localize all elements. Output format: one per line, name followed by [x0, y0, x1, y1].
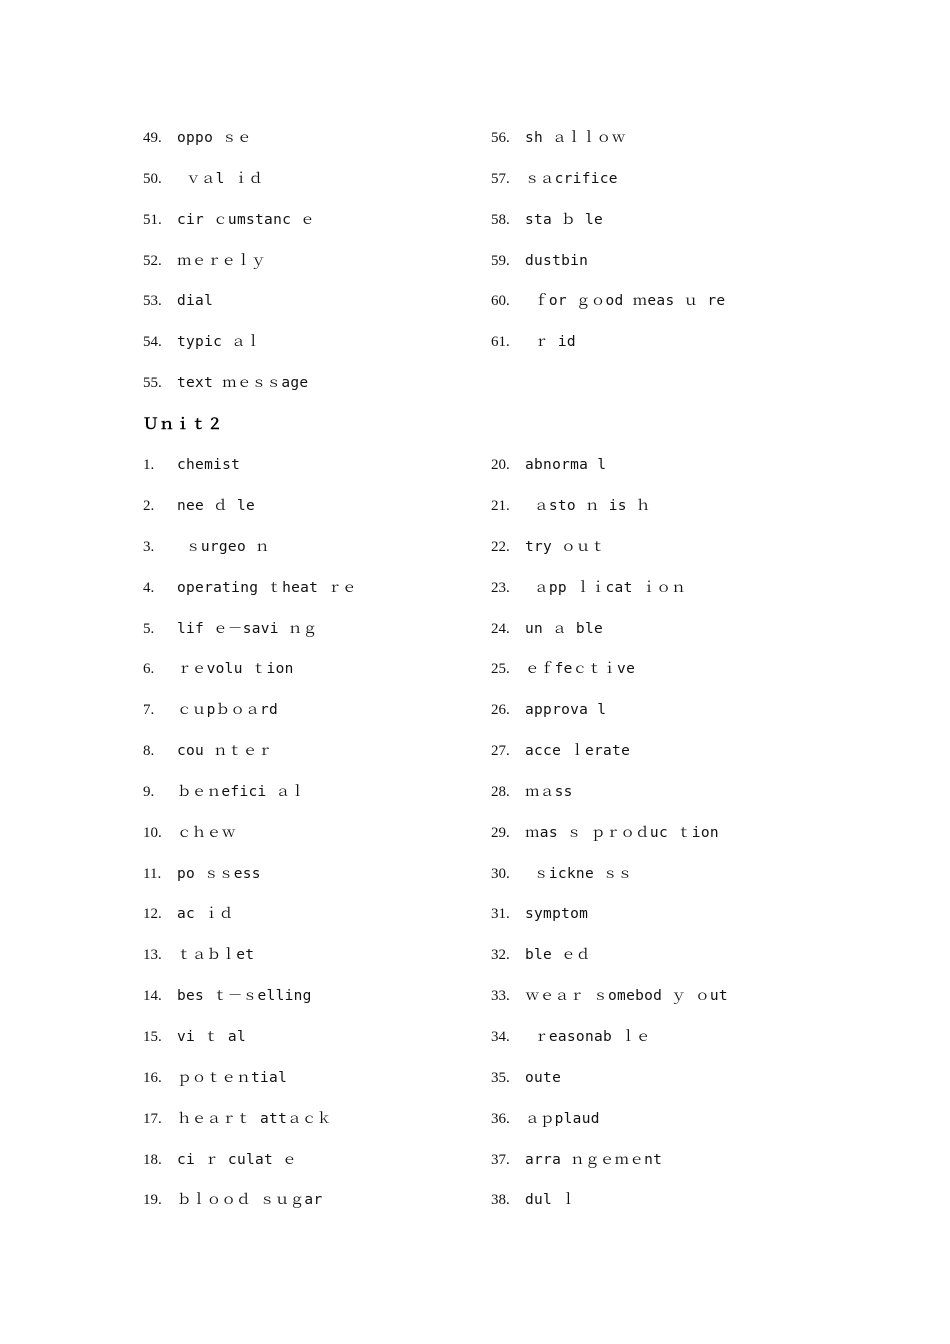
vocab-item-50: [143, 167, 264, 191]
item-number: 53.: [143, 293, 162, 309]
vocab-item-7: [143, 698, 279, 722]
vocab-item-2: [143, 494, 256, 518]
vocab-item-52: [143, 249, 266, 273]
item-word: oppo ｓｅ: [177, 130, 252, 146]
item-number: 3.: [143, 539, 155, 555]
item-number: 21.: [491, 498, 510, 514]
item-number: 56.: [491, 130, 510, 146]
item-word: text ｍｅｓｓage: [177, 375, 309, 391]
vocab-item-13: [143, 943, 255, 967]
item-word: cir ｃumstanc ｅ: [177, 212, 315, 228]
item-word: oute: [525, 1070, 562, 1086]
item-number: 26.: [491, 702, 510, 718]
item-word: arra ｎｇｅｍｅnt: [525, 1152, 663, 1168]
item-number: 10.: [143, 825, 162, 841]
vocab-item-21: [491, 494, 651, 518]
vocab-item-37: [491, 1148, 663, 1172]
vocab-item-23: [491, 576, 687, 600]
item-number: 5.: [143, 621, 155, 637]
vocab-item-32: [491, 943, 591, 967]
vocab-item-49: [143, 126, 252, 150]
item-number: 57.: [491, 171, 510, 187]
item-word: ｂｌｏｏｄ ｓｕｇar: [177, 1192, 323, 1208]
item-word: ｓａcrifice: [525, 171, 618, 187]
vocab-item-35: [491, 1066, 562, 1090]
item-number: 29.: [491, 825, 510, 841]
item-word: acce ｌerate: [525, 743, 631, 759]
vocab-item-58: [491, 208, 604, 232]
item-number: 31.: [491, 906, 510, 922]
vocab-item-16: [143, 1066, 288, 1090]
item-word: chemist: [177, 457, 241, 473]
item-word: ｃｈｅｗ: [177, 825, 237, 841]
item-word: nee ｄ le: [177, 498, 256, 514]
item-number: 50.: [143, 171, 162, 187]
vocab-item-25: [491, 657, 636, 681]
item-word: ｓurgeo ｎ: [177, 539, 270, 555]
item-word: try ｏｕｔ: [525, 539, 606, 555]
item-word: bes ｔ－ｓelling: [177, 988, 312, 1004]
item-number: 18.: [143, 1152, 162, 1168]
vocab-item-19: [143, 1188, 323, 1212]
item-number: 32.: [491, 947, 510, 963]
vocab-item-20: [491, 453, 607, 477]
vocab-item-55: [143, 371, 309, 395]
item-word: sh ａｌｌｏｗ: [525, 130, 627, 146]
vocab-item-29: [491, 821, 719, 845]
item-word: ｆor ｇｏod ｍeas ｕ re: [525, 293, 726, 309]
item-word: dial: [177, 293, 214, 309]
vocab-item-31: [491, 902, 589, 926]
vocab-item-6: [143, 657, 294, 681]
item-number: 55.: [143, 375, 162, 391]
item-number: 38.: [491, 1192, 510, 1208]
item-word: ａｐplaud: [525, 1111, 600, 1127]
vocab-item-30: [491, 862, 633, 886]
item-number: 14.: [143, 988, 162, 1004]
item-number: 12.: [143, 906, 162, 922]
item-word: dustbin: [525, 253, 589, 269]
item-number: 6.: [143, 661, 155, 677]
item-number: 1.: [143, 457, 155, 473]
item-number: 33.: [491, 988, 510, 1004]
vocab-item-11: [143, 862, 261, 886]
item-number: 22.: [491, 539, 510, 555]
item-number: 34.: [491, 1029, 510, 1045]
unit-heading: Ｕｎｉｔ２: [143, 415, 224, 433]
item-word: ｈｅａｒｔ attａｃｋ: [177, 1111, 332, 1127]
item-number: 37.: [491, 1152, 510, 1168]
item-number: 28.: [491, 784, 510, 800]
item-number: 16.: [143, 1070, 162, 1086]
item-word: symptom: [525, 906, 589, 922]
item-number: 52.: [143, 253, 162, 269]
vocab-item-54: [143, 330, 261, 354]
item-number: 36.: [491, 1111, 510, 1127]
item-number: 7.: [143, 702, 155, 718]
vocab-item-26: [491, 698, 607, 722]
vocab-item-36: [491, 1107, 600, 1131]
item-word: approva l: [525, 702, 607, 718]
item-word: ｖａl ｉｄ: [177, 171, 264, 187]
item-number: 23.: [491, 580, 510, 596]
item-number: 24.: [491, 621, 510, 637]
item-word: ｍas ｓ ｐｒｏｄuc ｔion: [525, 825, 719, 841]
item-word: operating ｔheat ｒｅ: [177, 580, 357, 596]
item-number: 59.: [491, 253, 510, 269]
vocab-item-34: [491, 1025, 651, 1049]
item-number: 9.: [143, 784, 155, 800]
vocab-item-57: [491, 167, 618, 191]
vocab-item-38: [491, 1188, 576, 1212]
item-number: 51.: [143, 212, 162, 228]
item-word: dul ｌ: [525, 1192, 576, 1208]
item-number: 25.: [491, 661, 510, 677]
item-number: 61.: [491, 334, 510, 350]
item-number: 20.: [491, 457, 510, 473]
item-word: ｂｅｎefici ａｌ: [177, 784, 306, 800]
item-word: po ｓｓess: [177, 866, 261, 882]
item-number: 15.: [143, 1029, 162, 1045]
item-number: 13.: [143, 947, 162, 963]
item-word: ｒ id: [525, 334, 576, 350]
item-word: typic ａｌ: [177, 334, 261, 350]
item-number: 27.: [491, 743, 510, 759]
vocab-item-28: [491, 780, 573, 804]
vocab-item-18: [143, 1148, 297, 1172]
item-word: un ａ ble: [525, 621, 604, 637]
vocab-item-59: [491, 249, 589, 273]
item-word: ｒeasonab ｌｅ: [525, 1029, 651, 1045]
vocab-item-8: [143, 739, 273, 763]
vocab-item-12: [143, 902, 234, 926]
item-number: 17.: [143, 1111, 162, 1127]
item-number: 11.: [143, 866, 162, 882]
item-word: sta ｂ le: [525, 212, 604, 228]
vocab-item-1: [143, 453, 241, 477]
item-word: vi ｔ al: [177, 1029, 246, 1045]
item-number: 49.: [143, 130, 162, 146]
vocab-item-60: [491, 289, 726, 313]
vocab-item-56: [491, 126, 627, 150]
item-word: ｍｅｒｅｌｙ: [177, 253, 266, 269]
item-number: 2.: [143, 498, 155, 514]
item-word: abnorma l: [525, 457, 607, 473]
item-number: 19.: [143, 1192, 162, 1208]
item-word: ｅｆfeｃｔｉve: [525, 661, 636, 677]
vocab-item-33: [491, 984, 728, 1008]
item-number: 58.: [491, 212, 510, 228]
item-word: ble ｅｄ: [525, 947, 591, 963]
vocab-item-9: [143, 780, 306, 804]
item-word: ci ｒ culat ｅ: [177, 1152, 297, 1168]
item-word: ac ｉｄ: [177, 906, 234, 922]
item-number: 4.: [143, 580, 155, 596]
vocab-item-4: [143, 576, 357, 600]
vocab-item-51: [143, 208, 315, 232]
vocab-item-3: [143, 535, 270, 559]
item-word: ｃｕpｂｏａrd: [177, 702, 279, 718]
item-word: ｒｅvolu ｔion: [177, 661, 294, 677]
vocab-item-5: [143, 617, 318, 641]
item-word: ｐｏｔｅｎtial: [177, 1070, 288, 1086]
vocab-item-15: [143, 1025, 246, 1049]
item-word: ｔａｂｌet: [177, 947, 255, 963]
vocab-item-24: [491, 617, 604, 641]
item-number: 30.: [491, 866, 510, 882]
item-word: ｗｅａｒ ｓomebod ｙ ｏut: [525, 988, 728, 1004]
item-word: lif ｅ－savi ｎｇ: [177, 621, 318, 637]
vocab-item-22: [491, 535, 606, 559]
item-word: ａsto ｎ is ｈ: [525, 498, 651, 514]
item-number: 54.: [143, 334, 162, 350]
vocab-item-61: [491, 330, 576, 354]
item-word: ｓickne ｓｓ: [525, 866, 633, 882]
item-number: 35.: [491, 1070, 510, 1086]
item-word: cou ｎｔｅｒ: [177, 743, 273, 759]
vocab-item-27: [491, 739, 631, 763]
vocab-item-53: [143, 289, 214, 313]
item-number: 60.: [491, 293, 510, 309]
item-number: 8.: [143, 743, 155, 759]
item-word: ａpp ｌｉcat ｉｏｎ: [525, 580, 687, 596]
vocab-item-14: [143, 984, 312, 1008]
item-word: ｍａss: [525, 784, 573, 800]
vocab-item-10: [143, 821, 237, 845]
vocab-item-17: [143, 1107, 332, 1131]
